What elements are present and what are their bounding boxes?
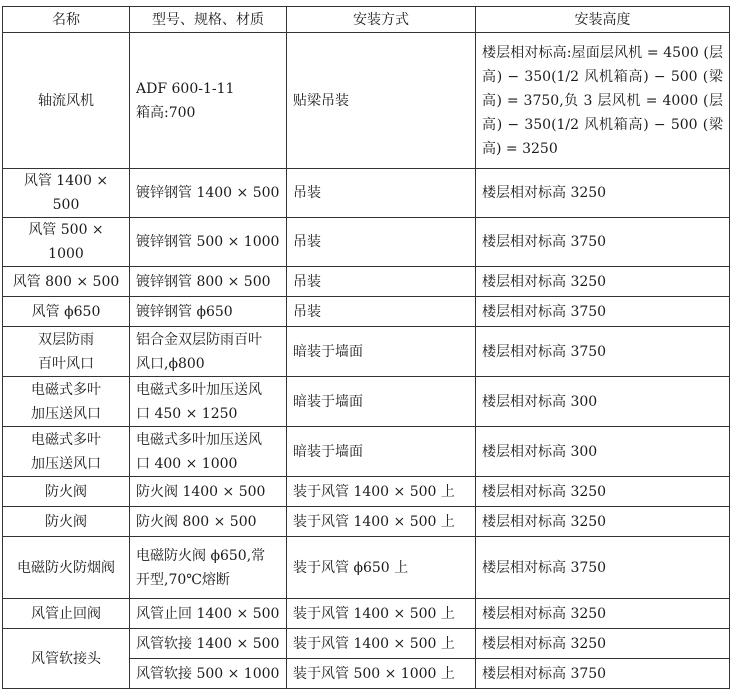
cell-spec: 铝合金双层防雨百叶 风口,ϕ800 (130, 327, 287, 377)
cell-name: 风管 800 × 500 (3, 267, 130, 297)
cell-height: 楼层相对标高 3750 (476, 659, 730, 689)
cell-name: 风管止回阀 (3, 599, 130, 629)
cell-spec: 风管软接 1400 × 500 (130, 629, 287, 659)
cell-name: 风管 500 × 1000 (3, 218, 130, 267)
table-row (3, 33, 730, 169)
cell-spec: 防火阀 1400 × 500 (130, 477, 287, 507)
cell-name: 风管软接头 (3, 629, 130, 689)
header-row (3, 7, 730, 33)
table-row (3, 537, 730, 599)
cell-install: 装于风管 1400 × 500 上 (287, 599, 476, 629)
cell-height: 楼层相对标高 3250 (476, 629, 730, 659)
cell-install: 暗装于墙面 (287, 427, 476, 477)
table-row (3, 629, 730, 659)
header-name: 名称 (3, 7, 130, 33)
cell-spec: 镀锌钢管 800 × 500 (130, 267, 287, 297)
cell-height: 楼层相对标高 300 (476, 427, 730, 477)
cell-install: 吊装 (287, 169, 476, 218)
cell-install: 装于风管 500 × 1000 上 (287, 659, 476, 689)
cell-name: 电磁式多叶 加压送风口 (3, 427, 130, 477)
cell-name: 风管 ϕ650 (3, 297, 130, 327)
cell-height: 楼层相对标高 3750 (476, 297, 730, 327)
cell-install: 装于风管 1400 × 500 上 (287, 507, 476, 537)
cell-spec: 风管止回 1400 × 500 (130, 599, 287, 629)
cell-install: 吊装 (287, 267, 476, 297)
table-row (3, 477, 730, 507)
cell-height: 楼层相对标高 3750 (476, 218, 730, 267)
cell-install: 装于风管 ϕ650 上 (287, 537, 476, 599)
cell-spec: 电磁式多叶加压送风 口 450 × 1250 (130, 377, 287, 427)
cell-name: 轴流风机 (3, 33, 130, 169)
table-row (3, 327, 730, 377)
cell-spec: 镀锌钢管 ϕ650 (130, 297, 287, 327)
table-body (3, 33, 730, 689)
cell-height: 楼层相对标高 3250 (476, 267, 730, 297)
cell-install: 吊装 (287, 218, 476, 267)
table-row (3, 599, 730, 629)
table-row (3, 297, 730, 327)
table-row (3, 267, 730, 297)
cell-spec: 电磁式多叶加压送风 口 400 × 1000 (130, 427, 287, 477)
cell-height: 楼层相对标高:屋面层风机 = 4500 (层高) − 350(1/2 风机箱高) − 500 (梁高) = 3750,负 3 层风机 = 4000 (层高) − 350(1/2 风机箱高) − 500 (梁高) = 3250 (476, 33, 730, 169)
cell-name: 防火阀 (3, 477, 130, 507)
cell-height: 楼层相对标高 3250 (476, 599, 730, 629)
cell-install: 装于风管 1400 × 500 上 (287, 477, 476, 507)
cell-name: 风管 1400 × 500 (3, 169, 130, 218)
cell-name: 双层防雨 百叶风口 (3, 327, 130, 377)
cell-height: 楼层相对标高 3750 (476, 327, 730, 377)
cell-spec: 风管软接 500 × 1000 (130, 659, 287, 689)
table-row (3, 377, 730, 427)
cell-height: 楼层相对标高 3250 (476, 477, 730, 507)
cell-install: 装于风管 1400 × 500 上 (287, 629, 476, 659)
cell-name: 防火阀 (3, 507, 130, 537)
table-row (3, 218, 730, 267)
header-height: 安装高度 (476, 7, 730, 33)
cell-install: 暗装于墙面 (287, 327, 476, 377)
table-row (3, 507, 730, 537)
header-spec: 型号、规格、材质 (130, 7, 287, 33)
cell-install: 吊装 (287, 297, 476, 327)
cell-name: 电磁防火防烟阀 (3, 537, 130, 599)
cell-spec: 电磁防火阀 ϕ650,常 开型,70℃熔断 (130, 537, 287, 599)
header-install: 安装方式 (287, 7, 476, 33)
equipment-install-table (2, 6, 730, 689)
cell-spec: 镀锌钢管 500 × 1000 (130, 218, 287, 267)
cell-spec: ADF 600-1-11 箱高:700 (130, 33, 287, 169)
table-row (3, 169, 730, 218)
cell-spec: 镀锌钢管 1400 × 500 (130, 169, 287, 218)
cell-height: 楼层相对标高 3750 (476, 537, 730, 599)
cell-name: 电磁式多叶 加压送风口 (3, 377, 130, 427)
cell-spec: 防火阀 800 × 500 (130, 507, 287, 537)
cell-height: 楼层相对标高 300 (476, 377, 730, 427)
cell-height: 楼层相对标高 3250 (476, 169, 730, 218)
cell-height: 楼层相对标高 3250 (476, 507, 730, 537)
table-row (3, 427, 730, 477)
cell-install: 贴梁吊装 (287, 33, 476, 169)
cell-install: 暗装于墙面 (287, 377, 476, 427)
